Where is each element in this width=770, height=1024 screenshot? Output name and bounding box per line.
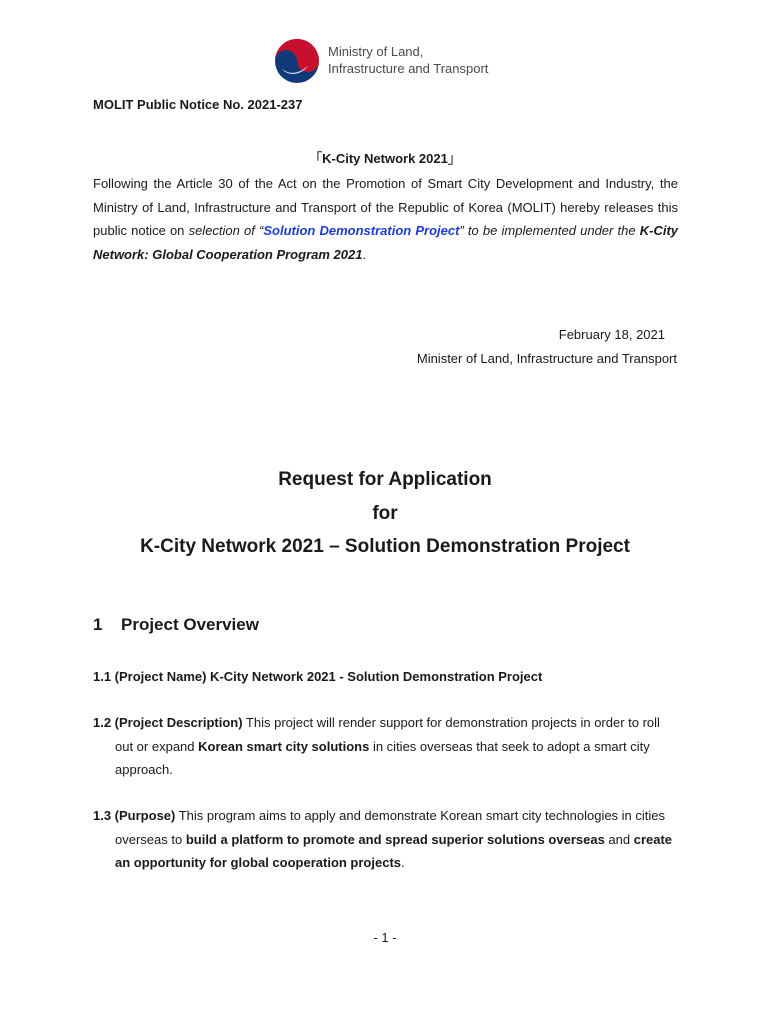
main-title-line3: K-City Network 2021 – Solution Demonstration Project xyxy=(140,536,630,557)
page-number: - 1 - xyxy=(373,930,397,945)
intro-text-4: . xyxy=(362,246,367,262)
intro-text-3: ” to be implemented under the xyxy=(459,223,640,238)
signer-title: Minister of Land, Infrastructure and Transport xyxy=(416,351,677,366)
taegeuk-emblem-icon xyxy=(274,38,320,84)
section-heading xyxy=(93,615,259,635)
intro-paragraph xyxy=(93,172,678,266)
notice-subtitle: 「K-City Network 2021」 xyxy=(309,151,461,166)
ministry-name xyxy=(328,43,488,77)
item-12-text-b: in cities overseas that seek to adopt a smart city approach. xyxy=(115,738,650,777)
intro-text-2: selection of “ xyxy=(188,223,264,238)
item-12-bold: Korean smart city solutions xyxy=(198,738,370,754)
item-12-text-a: This project will render support for demonstration projects in order to roll out or expand xyxy=(115,715,660,754)
ministry-name-line1: Ministry of Land, xyxy=(328,44,424,59)
item-purpose xyxy=(93,804,678,875)
notice-number: MOLIT Public Notice No. 2021-237 xyxy=(93,97,303,112)
section-title: Project Overview xyxy=(121,615,259,634)
section-number: 1 xyxy=(93,615,103,634)
item-13-text-b: and xyxy=(604,831,634,847)
intro-program-name: K-City Network: Global Cooperation Program 2021 xyxy=(93,223,679,262)
notice-date: February 18, 2021 xyxy=(558,327,665,342)
ministry-logo xyxy=(274,38,514,84)
item-12-label: 1.2 (Project Description) xyxy=(93,715,243,730)
item-project-name: 1.1 (Project Name) K-City Network 2021 - Solution Demonstration Project xyxy=(93,669,543,684)
item-project-description xyxy=(93,711,678,782)
item-13-text-c: . xyxy=(401,855,405,870)
intro-text-1: Following the Article 30 of the Act on the Promotion of Smart City Development and Industry, the Ministry of Land, Infrastructure and Transport of the Republic of Korea (MOLIT) hereby releases this public notice on xyxy=(93,176,678,238)
item-13-bold-2: create an opportunity for global cooperation projects xyxy=(115,831,673,870)
main-title-line1: Request for Application xyxy=(278,469,492,490)
main-title-line2: for xyxy=(372,503,398,524)
item-13-bold-1: build a platform to promote and spread superior solutions overseas xyxy=(185,831,605,847)
ministry-name-line2: Infrastructure and Transport xyxy=(328,61,489,76)
intro-project-name: Solution Demonstration Project xyxy=(263,223,460,238)
item-13-label: 1.3 (Purpose) xyxy=(93,808,176,823)
item-13-text-a: This program aims to apply and demonstrate Korean smart city technologies in cities overseas to xyxy=(115,808,666,847)
